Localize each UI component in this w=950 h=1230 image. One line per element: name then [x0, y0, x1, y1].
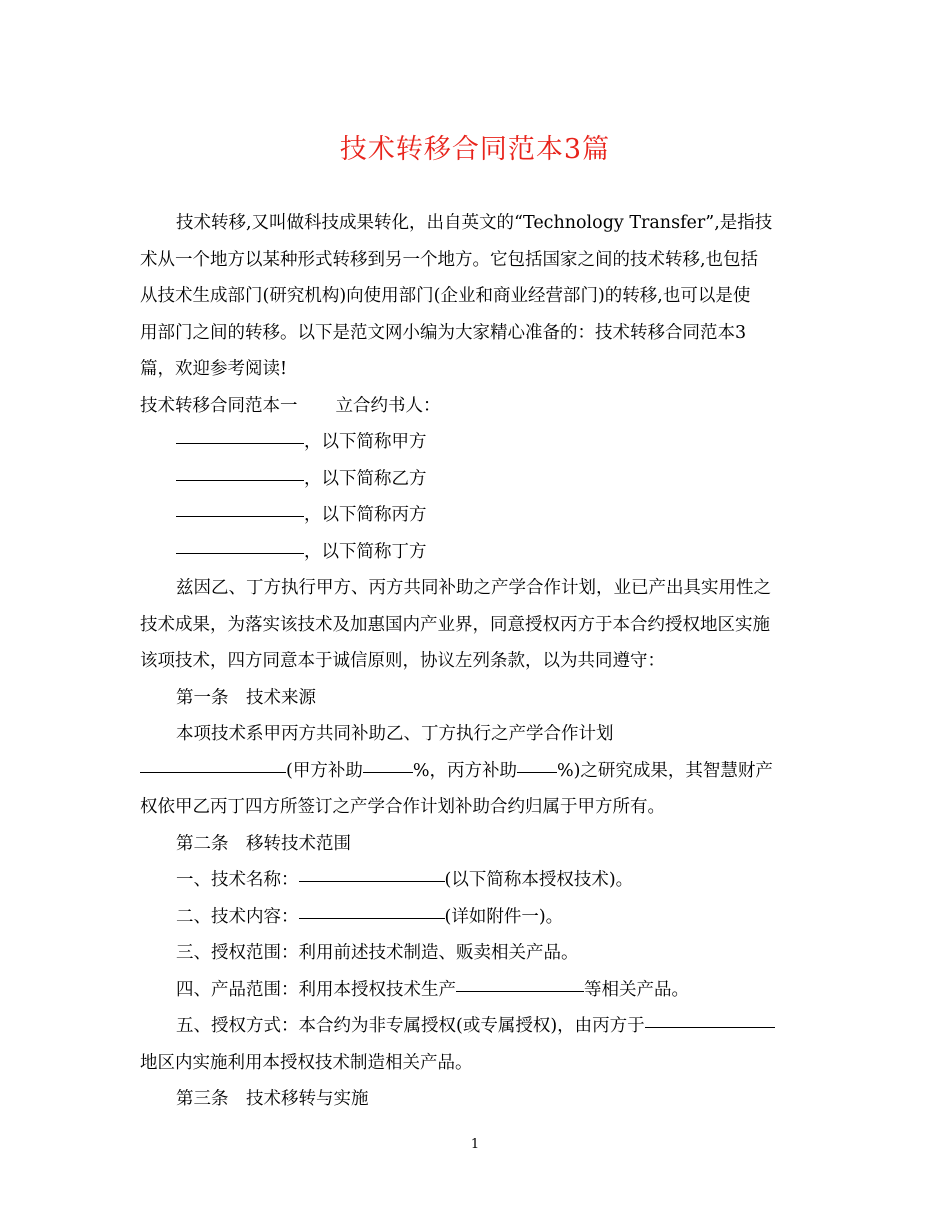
- party-label: ，以下简称丁方: [304, 541, 427, 562]
- preamble-line: 兹因乙、丁方执行甲方、丙方共同补助之产学合作计划，业已产出具实用性之: [176, 578, 771, 598]
- article-text-fragment: %)之研究成果，其智慧财产: [556, 760, 773, 781]
- intro-line: 篇，欢迎参考阅读!: [140, 359, 288, 379]
- article-item-text: (以下简称本授权技术)。: [444, 870, 634, 890]
- party-line: [140, 424, 812, 461]
- section-heading-line: [140, 388, 812, 425]
- article-text: 本项技术系甲丙方共同补助乙、丁方执行之产学合作计划: [176, 724, 614, 744]
- article-text: 权依甲乙丙丁四方所签订之产学合作计划补助合约归属于甲方所有。: [140, 797, 665, 817]
- article-item: 三、授权范围：利用前述技术制造、贩卖相关产品。: [176, 943, 579, 963]
- article-item: [140, 1008, 812, 1045]
- preamble-line: 技术成果，为落实该技术及加惠国内产业界，同意授权丙方于本合约授权地区实施: [140, 614, 770, 635]
- blank-line: [363, 752, 413, 772]
- article-text-line: [140, 753, 812, 790]
- party-line: [140, 461, 812, 498]
- blank-line: [176, 460, 304, 480]
- party-label: ，以下简称丙方: [304, 505, 427, 525]
- article-item-text: 等相关产品。: [584, 979, 689, 1000]
- blank-line: [176, 533, 304, 553]
- blank-line: [517, 752, 557, 772]
- blank-line: [645, 1008, 775, 1028]
- document-title: 技术转移合同范本3篇: [339, 134, 611, 165]
- blank-line: [299, 898, 445, 918]
- article-item-text: (详如附件一)。: [444, 906, 564, 927]
- blank-line: [456, 971, 584, 991]
- signer-label: 立合约书人：: [335, 395, 441, 416]
- blank-line: [299, 862, 445, 882]
- preamble-line: 该项技术，四方同意本于诚信原则，协议左列条款，以为共同遵守：: [140, 651, 665, 671]
- party-label: ，以下简称甲方: [304, 432, 427, 452]
- article-item-continued: 地区内实施利用本授权技术制造相关产品。: [140, 1052, 473, 1073]
- party-line: [140, 497, 812, 534]
- party-label: ，以下简称乙方: [304, 468, 427, 489]
- article-item-label: 二、技术内容：: [176, 906, 299, 927]
- article-heading: 第三条 技术移转与实施: [176, 1089, 369, 1109]
- article-item-label: 一、技术名称：: [176, 870, 299, 890]
- article-item: [140, 862, 812, 899]
- article-heading: 第一条 技术来源: [176, 687, 316, 708]
- intro-line: 用部门之间的转移。以下是范文网小编为大家精心准备的：技术转移合同范本3: [140, 322, 747, 343]
- blank-line: [140, 752, 286, 772]
- article-heading: 第二条 移转技术范围: [176, 833, 351, 854]
- document-body: [140, 205, 812, 1118]
- intro-line: 技术转移,又叫做科技成果转化，出自英文的“Technology Transfer”,是指技: [176, 213, 773, 233]
- party-line: [140, 534, 812, 571]
- intro-line: 术从一个地方以某种形式转移到另一个地方。它包括国家之间的技术转移,也包括: [140, 249, 759, 270]
- section-heading: 技术转移合同范本一: [140, 395, 298, 416]
- article-item-label: 四、产品范围：利用本授权技术生产: [176, 979, 456, 1000]
- blank-line: [176, 424, 304, 444]
- article-text-fragment: %，丙方补助: [412, 760, 517, 781]
- article-item: [140, 972, 812, 1009]
- blank-line: [176, 497, 304, 517]
- article-item-label: 五、授权方式：本合约为非专属授权(或专属授权)，由丙方于: [176, 1016, 645, 1036]
- article-text-fragment: (甲方补助: [286, 760, 363, 781]
- page-number: 1: [470, 1137, 480, 1152]
- article-item: [140, 899, 812, 936]
- intro-line: 从技术生成部门(研究机构)向使用部门(企业和商业经营部门)的转移,也可以是使: [140, 286, 751, 306]
